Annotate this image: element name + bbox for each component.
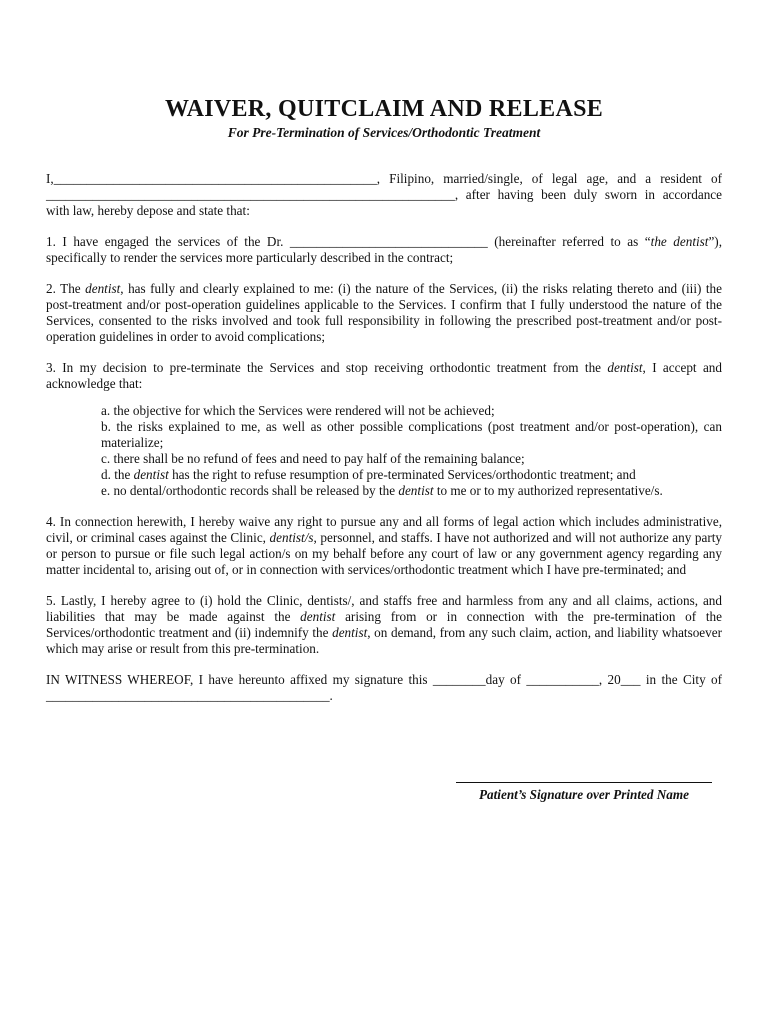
paragraph-3: 3. In my decision to pre-terminate the Services and stop receiving orthodontic treatment from the dentist, I accept and acknowledge that:	[46, 360, 722, 391]
acknowledgement-list	[101, 403, 722, 499]
witness-paragraph: IN WITNESS WHEREOF, I have hereunto affixed my signature this ________day of ___________, 20___ in the City of ___________________________________________.	[46, 672, 722, 703]
intro-line-3: with law, hereby depose and state that:	[46, 203, 250, 218]
intro-paragraph	[46, 171, 722, 219]
list-item-c: c. there shall be no refund of fees and need to pay half of the remaining balance;	[101, 451, 525, 466]
paragraph-1: 1. I have engaged the services of the Dr. ______________________________ (hereinafter referred to as “the dentist”), specifically to render the services more particularly described in the contract;	[46, 234, 722, 265]
intro-line-1: I,_________________________________________________, Filipino, married/single, of legal age, and a resident of	[46, 171, 722, 186]
intro-line-2: ______________________________________________________________, after having been duly sworn in accordance	[46, 187, 722, 202]
signature-block	[456, 770, 712, 803]
paragraph-4: 4. In connection herewith, I hereby waive any right to pursue any and all forms of legal action which includes administrative, civil, or criminal cases against the Clinic, dentist/s, personnel, and staffs. I have not authorized and will not authorize any party or person to pursue or file such legal action/s on my behalf before any court of law or any government agency regarding any matter incidental to, arising out of, or in connection with services/orthodontic treatment which I have pre-terminated; and	[46, 514, 722, 577]
list-item-d: d. the dentist has the right to refuse resumption of pre-terminated Services/orthodontic treatment; and	[101, 467, 636, 482]
signature-label: Patient’s Signature over Printed Name	[478, 787, 690, 802]
document-body	[46, 171, 722, 719]
document-title: WAIVER, QUITCLAIM AND RELEASE	[164, 96, 604, 122]
paragraph-5: 5. Lastly, I hereby agree to (i) hold the Clinic, dentists/, and staffs free and harmless from any and all claims, actions, and liabilities that may be made against the dentist arising from or in connection with the pre-termination of the Services/orthodontic treatment and (ii) indemnify the dentist, on demand, from any such claim, action, and liability whatsoever which may arise or result from this pre-termination.	[46, 593, 722, 656]
list-item-e: e. no dental/orthodontic records shall be released by the dentist to me or to my authorized representative/s.	[101, 483, 663, 498]
list-item-a: a. the objective for which the Services were rendered will not be achieved;	[101, 403, 495, 418]
list-item-b: b. the risks explained to me, as well as other possible complications (post treatment and/or post-operation), can materialize;	[101, 419, 722, 450]
signature-line	[456, 770, 712, 783]
paragraph-2: 2. The dentist, has fully and clearly explained to me: (i) the nature of the Services, (ii) the risks relating thereto and (iii) the post-treatment and/or post-operation guidelines applicable to the Services. I confirm that I fully understood the nature of the Services, consented to the risks involved and took full responsibility in following the prescribed post-treatment and/or post-operation guidelines in order to avoid complications;	[46, 281, 722, 344]
document-subtitle: For Pre-Termination of Services/Orthodontic Treatment	[227, 125, 541, 140]
